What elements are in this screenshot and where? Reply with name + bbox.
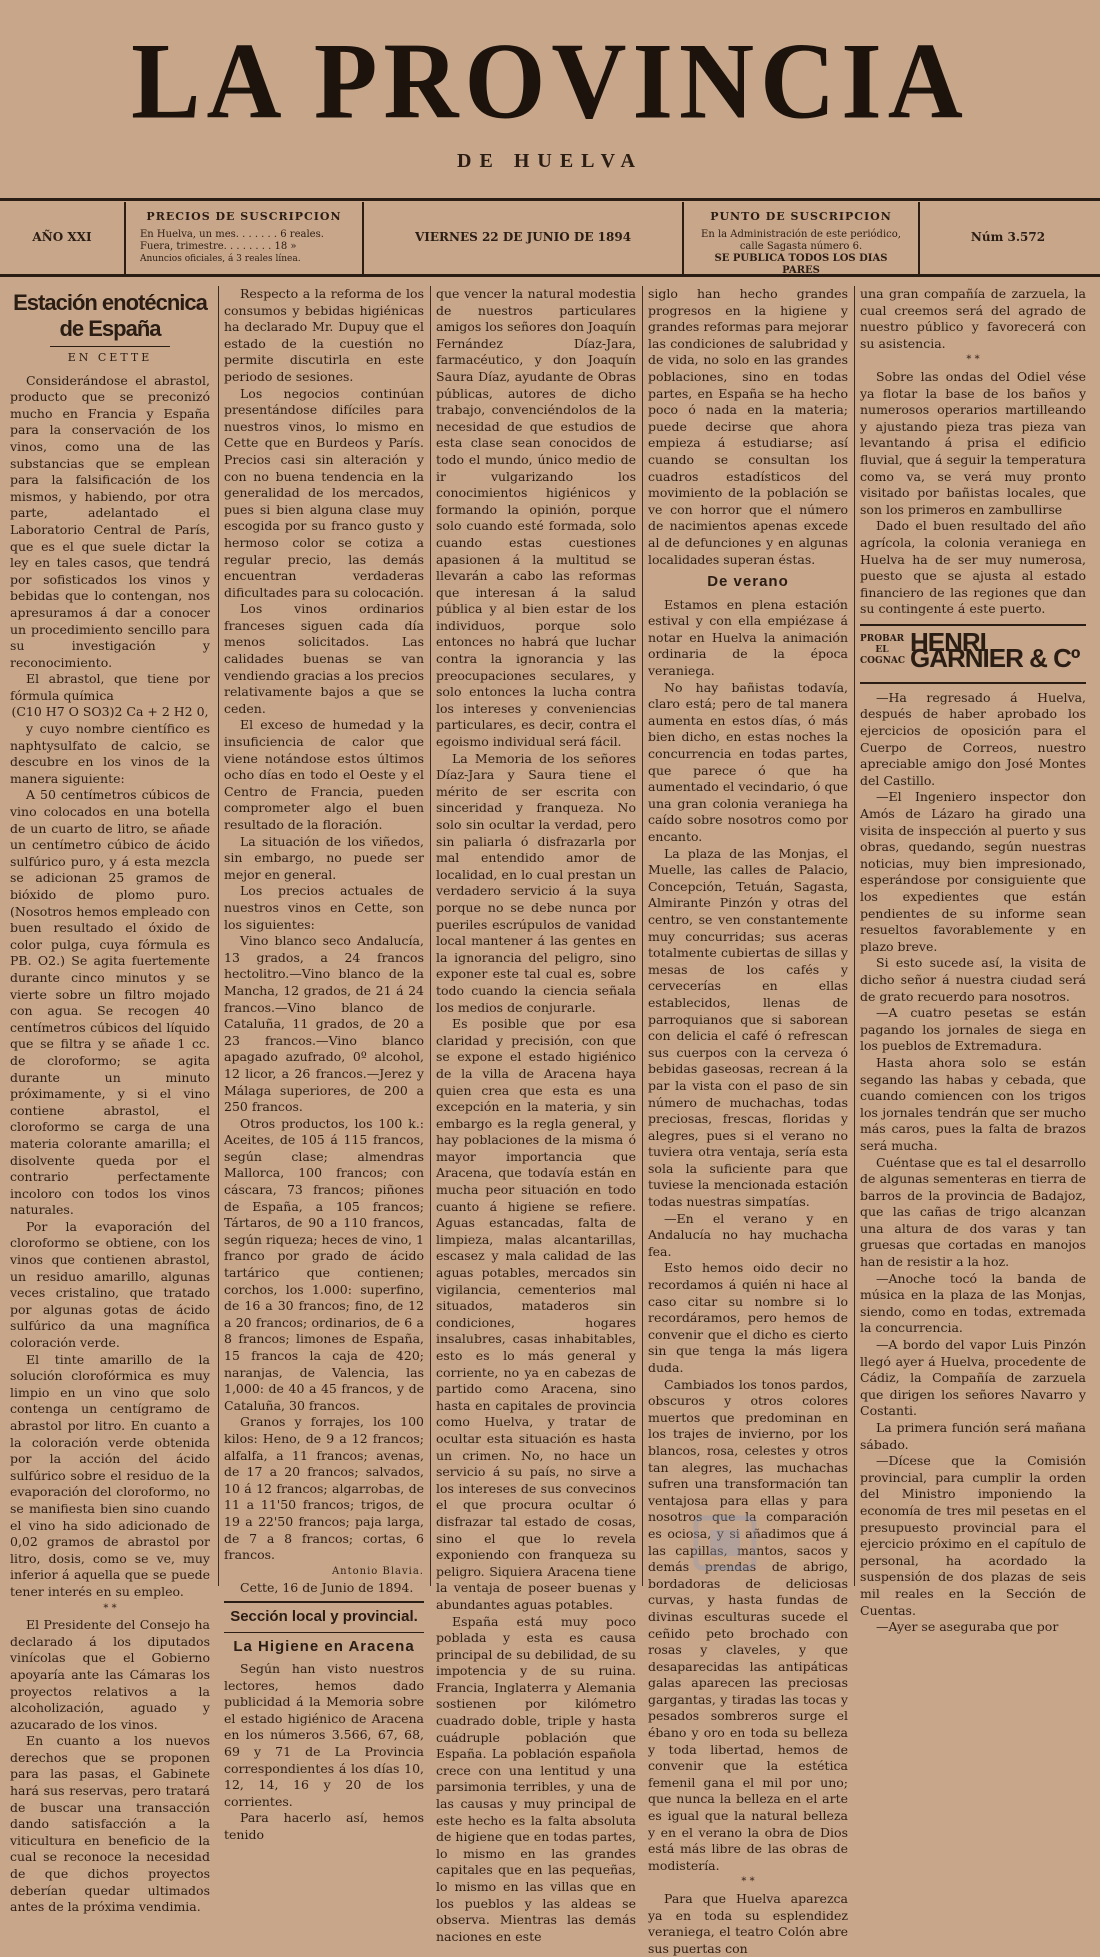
- prices-cell: [126, 202, 364, 274]
- column-3: [436, 286, 636, 1944]
- info-bar: [0, 202, 1100, 276]
- article-subhead: EN CETTE: [50, 346, 170, 367]
- top-rule: [0, 198, 1100, 201]
- paragraph: Granos y forrajes, los 100 kilos: Heno, de 9 a 12 francos; alfalfa, a 11 francos; avenas, de 17 a 20 francos; salvados, 10 á 12 francos; algarrobas, de 11 a 11'50 francos; trigos, de 19 a 22'50 francos; paja larga, de 7 a 8 francos; cortas, 6 francos.: [224, 1414, 424, 1563]
- paragraph: Cambiados los tonos pardos, obscuros y otros colores muertos que predominan en los trajes de invierno, por los blancos, rosa, celestes y otros tan alegres, las muchachas sufren una transformación tan ventajosa para ellas y para nosotros que la comparación es ociosa, y si añadimos que á las capillas, mantos, sacos y demás prendas de abrigo, bordadoras de deliciosas curvas, y hasta fundas de divinas esculturas sucede el ceñido peto brochado con rosas y claveles, y que desaparecidas las antipáticas galas aparecen las preciosas gargantas, y tiradas las tocas y pesados sombreros surge el ébano y oro en toda su belleza y toda libertad, hemos de convenir que la estética femenil gana el mil por uno; que nunca la belleza en el arte es igual que la natural belleza y en el verano la obra de Dios está más libre de las obras de modistería.: [648, 1376, 848, 1873]
- separator-stars: * *: [966, 354, 980, 366]
- paragraph: —En el verano y en Andalucía no hay muchacha fea.: [648, 1210, 848, 1259]
- paragraph: —A cuatro pesetas se están pagando los jornales de siega en los pueblos de Extremadura.: [860, 1005, 1086, 1054]
- paragraph: Estamos en plena estación estival y con ella empiézase á notar en Huelva la animación ordinaria de la época veraniega.: [648, 596, 848, 679]
- publication-note: SE PUBLICA TODOS LOS DIAS PARES: [714, 253, 888, 276]
- paragraph: Según han visto nuestros lectores, hemos dado publicidad á la Memoria sobre el estado higiénico de Aracena en los números 3.566, 67, 68, 69 y 71 de La Provincia correspondientes á los días 10, 12, 14, 16 y 20 de los corrientes.: [224, 1661, 424, 1809]
- paragraph: Si esto sucede así, la visita de dicho señor á nuestra ciudad será de grato recuerdo para nosotros.: [860, 955, 1086, 1004]
- subscription-header: PUNTO DE SUSCRIPCION: [710, 210, 892, 223]
- paragraph: El exceso de humedad y la insuficiencia de calor que viene notándose estos últimos ocho días en todo el Oeste y el Centro de Francia, pueden comprometer algo el buen resultado de la floración.: [224, 717, 424, 832]
- paragraph: En cuanto a los nuevos derechos que se proponen para las pasas, el Gabinete hará sus reservas, pero tratará de buscar una transacción dando satisfacción a la viticultura en beneficio de la cual se reconoce la necesidad de que dichos proyectos deberían quedar ultimados antes de la próxima vendimia.: [10, 1733, 210, 1915]
- paragraph: El tinte amarillo de la solución clorofórmica es muy limpio en un vino que solo contenga un centígramo de abrastol por litro. En cuanto a la coloración verde obtenida por la acción del ácido sulfúrico sobre el residuo de la evaporación del cloroformo, no se manifiesta bien sino cuando el vino ha sido adicionado de 0,02 gramos de abrastol por litro, dosis, como se ve, muy inferior á aquella que se puede tener interés en su empleo.: [10, 1351, 210, 1599]
- column-divider: [218, 286, 219, 1586]
- prices-line: Fuera, trimestre. . . . . . . . 18 »: [140, 241, 297, 252]
- prices-line: Anuncios oficiales, á 3 reales línea.: [140, 254, 301, 264]
- separator-stars: * *: [741, 1876, 755, 1888]
- prices-header: PRECIOS DE SUSCRIPCION: [146, 210, 342, 223]
- paragraph: El abrastol, que tiene por fórmula química: [10, 671, 210, 703]
- section-title: Sección local y provincial.: [230, 1607, 418, 1625]
- paragraph: una gran compañía de zarzuela, la cual creemos será del agrado de nuestro público y favorecerá con su asistencia.: [860, 286, 1086, 351]
- newspaper-subtitle: DE HUELVA: [457, 150, 643, 172]
- issue-number: Núm 3.572: [970, 230, 1046, 244]
- paragraph: —Ha regresado á Huelva, después de haber aprobado los ejercicios de oposición para el Cuerpo de Correos, nuestro apreciable amigo don José Montes del Castillo.: [860, 689, 1086, 788]
- column-5: [860, 286, 1086, 1635]
- paragraph: No hay bañistas todavía, claro está; pero de tal manera aumenta en estos días, ó más bien dicho, en estas noches la concurrencia en todas partes, que parece ó que ha aumentado el vecindario, ó que una gran colonia veraniega ha caído sobre nosotros como por encanto.: [648, 679, 848, 844]
- ad-tagline: PROBAR EL COGNAC: [860, 633, 906, 666]
- cognac-advertisement: [860, 624, 1086, 684]
- paragraph: Esto hemos oido decir no recordamos á quién ni hace al caso citar su nombre si lo recordáramos, pero hemos de convenir que el dicho es cierto sin que tenga la más ligera duda.: [648, 1260, 848, 1375]
- paragraph: Dado el buen resultado del año agrícola, la colonia veraniega en Huelva ha de ser muy numerosa, puesto que se ajusta al estado financiero de las regiones que dan su contingente á este puerto.: [860, 518, 1086, 617]
- separator-stars: * *: [103, 1602, 117, 1614]
- paragraph: —El Ingeniero inspector don Amós de Lázaro ha girado una visita de inspección al puerto y sus obras, quedando, según nuestras noticias, muy bien impresionado, esperándose por consiguiente que los expedientes que están pendientes de su informe sean resueltos favorablemente y en plazo breve.: [860, 789, 1086, 954]
- paragraph: siglo han hecho grandes progresos en la higiene y grandes reformas para mejorar las condiciones de salubridad y de vida, no solo en las grandes poblaciones, sino en todas partes, en España se ha hecho poco ó nada en la materia; puede decirse que ahora empieza á estudiarse; así cuando se consultan los cuadros estadísticos del movimiento de la población se ve con horror que el número de nacimientos apenas excede al de defunciones y en algunas localidades superan éstas.: [648, 286, 848, 567]
- dateline: Cette, 16 de Junio de 1894.: [240, 1580, 414, 1596]
- paragraph: —Dícese que la Comisión provincial, para cumplir la orden del Ministro imponiendo la economía de tres mil pesetas en el presupuesto provincial para el ejercicio próximo en el capítulo de personal, ha acordado la suspensión de dos plazas de seis mil reales en la Sección de Cuentas.: [860, 1453, 1086, 1618]
- article-headline: De verano: [707, 573, 789, 591]
- paragraph: Es posible que por esa claridad y precisión, con que se expone el estado higiénico de la villa de Aracena haya quien crea que esta es una excepción en la materia, y sin embargo es la regla general, y hay poblaciones de la misma ó mayor importancia que Aracena, que todavía están en mucha peor situación en todo cuanto á higiene se refiere. Aguas estancadas, falta de limpieza, malas alcantarillas, escasez y mala calidad de las aguas potables, mercados sin vigilancia, cementerios mal situados, mataderos sin condiciones, hogares insalubres, casas inhabitables, esto es lo más general y corriente, no ya en cabezas de partido como Aracena, sino hasta en capitales de provincia como Huelva, y tratar de ocultar esta situación es hasta un crimen. No, no hace un servicio á su país, no sirve a los intereses de sus convecinos el que procura ocultar ó disfrazar tal estado de cosas, sino el que lo revela exponiendo con franqueza su peligro. Siquiera Aracena tiene la ventaja de poseer buenas y abundantes aguas potables.: [436, 1016, 636, 1612]
- ad-brand-name: HENRI GARNIER & Cº: [910, 626, 1080, 674]
- column-1: [10, 286, 210, 1915]
- column-4: [648, 286, 848, 1956]
- paragraph: La plaza de las Monjas, el Muelle, las calles de Palacio, Concepción, Tetuán, Sagasta, Almirante Pinzón y otras del centro, se ven constantemente muy concurridas; sus aceras totalmente cubiertas de sillas y mesas de los cafés y cervecerías en ellas establecidos, llenas de parroquianos que si saborean con delicia el café ó refrescan sus cuerpos con la cerveza ó bebidas gaseosas, recrean á la par la vista con el paso de sin número de muchachas, todas preciosas, frescas, floridas y alegres, pues si el verano no tuviera otra ventaja, sería esta sola la suficiente para que tuviese la mencionada estación todas nuestras simpatías.: [648, 845, 848, 1210]
- paragraph: —A bordo del vapor Luis Pinzón llegó ayer á Huelva, procedente de Cádiz, la Compañía de zarzuela que dirigen los señores Navarro y Costanti.: [860, 1337, 1086, 1419]
- prices-line: En Huelva, un mes. . . . . . . 6 reales.: [140, 229, 324, 240]
- formula: (C10 H7 O SO3)2 Ca + 2 H2 0,: [11, 704, 209, 720]
- paragraph: La situación de los viñedos, sin embargo, no puede ser mejor en general.: [224, 833, 424, 882]
- paragraph: Sobre las ondas del Odiel vése ya flotar la base de los baños y numerosos operarios martilleando y ajustando pieza tras pieza van levantando á prisa el edificio fluvial, que á seguir la temperatura como va, se verá muy pronto visitado por bañistas locales, que son los primeros en zambullirse: [860, 368, 1086, 517]
- paragraph: A 50 centímetros cúbicos de vino colocados en una botella de un cuarto de litro, se añade un centímetro cúbico de ácido sulfúrico puro, y á esta mezcla se adicionan 25 gramos de bióxido de plomo puro. (Nosotros hemos empleado con buen resultado el óxido de color pulga, cuya fórmula es PB. O2.) Se agita fuertemente durante cinco minutos y se vierte sobre un filtro mojado con agua. Se recogen 40 centímetros cúbicos del líquido que se filtra y se añade 1 cc. de cloroformo; se agita durante un minuto próximamente, y si el vino contiene abrastol, el cloroformo se carga de una materia colorante amarilla; el disolvente queda por el contrario perfectamente incoloro con todos los vinos naturales.: [10, 787, 210, 1218]
- masthead: [0, 0, 1100, 205]
- author-signature: Antonio Blavia.: [331, 1565, 424, 1577]
- paragraph: La Memoria de los señores Díaz-Jara y Saura tiene el mérito de ser escrita con sinceridad y franqueza. No solo sin ocultar la verdad, pero sin paliarla ó disfrazarla por mal entendido amor de localidad, en lo cual prestan un verdadero servicio á la suya porque no se debe nunca por pueriles escrúpulos de vanidad local mantener á las gentes en la ignorancia del peligro, sino exponer este tal cual es, sobre todo cuando la ciencia señala los medios de conjurarle.: [436, 750, 636, 1015]
- subscription-line: En la Administración de este periódico,: [701, 229, 901, 240]
- paragraph: que vencer la natural modestia de nuestros particulares amigos los señores don Joaquín Fernández Díaz-Jara, farmacéutico, y don Joaquín Saura Díaz, ayudante de Obras públicas, autores de dicho trabajo, convenciéndolos de la necesidad de que estudios de esta clase sean conocidos de todo el mundo, único medio de ir vulgarizando los conocimientos higiénicos y formando la opinión, porque solo cuando esté formada, solo cuando estas cuestiones apasionen á la multitud se llevarán a cabo las reformas que interesan á la salud pública y al bien estar de los individuos, porque solo entonces no habrá que luchar contra la ignorancia y las preocupaciones seculares, y solo entonces la lucha contra los intereses y conveniencias particulares, es decir, contra el egoismo individual será fácil.: [436, 286, 636, 750]
- paragraph: —Anoche tocó la banda de música en la plaza de las Monjas, siendo, como en todas, extremada la concurrencia.: [860, 1270, 1086, 1336]
- paragraph: Respecto a la reforma de los consumos y bebidas higiénicas ha declarado Mr. Dupuy que el estado de la cuestión no permite discutirla en este periodo de sesiones.: [224, 286, 424, 384]
- paragraph: y cuyo nombre científico es naphtysulfato de calcio, se descubre en los vinos de la manera siguiente:: [10, 721, 210, 786]
- paragraph: Otros productos, los 100 k.: Aceites, de 105 á 115 francos, según clase; almendras Mallorca, 100 francos; con cáscara, 73 francos; piñones de España, a 105 francos; Tártaros, de 90 a 110 francos, según riqueza; heces de vino, 1 franco por grado de ácido tartárico que contienen; corchos, los 1.000: superfino, de 16 a 30 francos; fino, de 12 a 20 francos; ordinarios, de 6 a 8 francos; limones de España, 15 francos la caja de 420; naranjas, de Valencia, las 1,000: de 40 a 45 francos, y de Cataluña, 30 francos.: [224, 1115, 424, 1413]
- column-divider: [430, 286, 431, 1586]
- paragraph: Para hacerlo así, hemos tenido: [224, 1810, 424, 1843]
- article-columns: [8, 286, 1092, 1956]
- paragraph: Los negocios continúan presentándose difíciles para nuestros vinos, lo mismo en Cette que en Burdeos y París. Precios casi sin alteración y con no buena tendencia en la generalidad de los mercados, pues si bien alguna clase muy escogida por su franco gusto y hermoso color se cotiza a regular precio, las demás encuentran verdaderas dificultades para su colocación.: [224, 385, 424, 600]
- subscription-line: calle Sagasta número 6.: [739, 241, 863, 252]
- paragraph: Considerándose el abrastol, producto que se preconizó mucho en Francia y España para la conservación de los vinos, como una de las substancias que se emplean para la falsificación de los mismos, y habiendo, por otra parte, adelantado el Laboratorio Central de París, que es el que suele dictar la ley en tales casos, que tendrá por sofisticados los vinos y bebidas que lo contengan, nos apresuramos á dar a conocer un procedimiento sencillo para su investigación y reconocimiento.: [10, 372, 210, 670]
- issue-date: VIERNES 22 DE JUNIO DE 1894: [414, 230, 632, 244]
- paragraph: Por la evaporación del cloroformo se obtiene, con los vinos que contienen abrastol, un residuo amarillo, algunas veces cristalino, que tratado por algunas gotas de ácido sulfúrico da una magnífica coloración verde.: [10, 1218, 210, 1351]
- section-rule: [224, 1601, 424, 1603]
- year-label: AÑO XXI: [32, 230, 92, 244]
- archive-logo-icon: [690, 1510, 760, 1574]
- newspaper-title: LA PROVINCIA: [131, 21, 969, 142]
- info-bottom-rule: [0, 274, 1100, 277]
- paragraph: Hasta ahora solo se están segando las habas y cebada, que cuando comiencen con los trigos los jornales tendrán que ser mucho más caros, pues la falta de brazos será mucha.: [860, 1054, 1086, 1153]
- paragraph: Para que Huelva aparezca ya en toda su esplendidez veraniega, el teatro Colón abre sus puertas con: [648, 1891, 848, 1956]
- column-divider: [854, 286, 855, 1586]
- article-headline: Estación enotécnica de España: [13, 290, 207, 341]
- paragraph: Los precios actuales de nuestros vinos en Cette, son los siguientes:: [224, 883, 424, 932]
- number-cell: [920, 202, 1096, 274]
- paragraph: La primera función será mañana sábado.: [860, 1420, 1086, 1452]
- year-cell: [0, 202, 126, 274]
- paragraph: El Presidente del Consejo ha declarado á los diputados vinícolas que el Gobierno apoyaría ante las Cámaras los proyectos relativos a la alcoholización, aguado y azucarado de los vinos.: [10, 1617, 210, 1732]
- archive-watermark-logo: [690, 1510, 1010, 1580]
- paragraph: Los vinos ordinarios franceses siguen cada día menos solicitados. Las calidades buenas se van vendiendo gracias a los precios relativamente bajos a que se ceden.: [224, 601, 424, 716]
- date-cell: [364, 202, 684, 274]
- article-headline: La Higiene en Aracena: [233, 1637, 415, 1655]
- section-rule: [224, 1632, 424, 1633]
- subscription-point-cell: [684, 202, 920, 274]
- column-2: [224, 286, 424, 1843]
- paragraph: —Ayer se aseguraba que por: [876, 1619, 1059, 1635]
- paragraph: Vino blanco seco Andalucía, 13 grados, a 24 francos hectolitro.—Vino blanco de la Mancha, 12 grados, de 21 á 24 francos.—Vino blanco de Cataluña, 11 grados, de 20 a 23 francos.—Vino blanco apagado azufrado, 0º alcohol, 12 licor, a 26 francos.—Jerez y Málaga superiores, de 200 a 250 francos.: [224, 933, 424, 1115]
- paragraph: Cuéntase que es tal el desarrollo de algunas sementeras en tierra de barros de la provincia de Badajoz, que las cañas de trigo alcanzan una altura de dos varas y tan gruesas que cortadas en manojos han de resistir a la hoz.: [860, 1154, 1086, 1270]
- column-divider: [642, 286, 643, 1586]
- paragraph: España está muy poco poblada y esta es causa principal de su debilidad, de su impotencia y de su ruina. Francia, Inglaterra y Alemania sostienen por kilómetro cuadrado doble, triple y hasta cuádruple población que España. La población española crece con una lentitud y una parsimonia terribles, y una de las causas y muy principal de este hecho es la falta absoluta de higiene que en todas partes, lo mismo en las grandes capitales que en las pequeñas, lo mismo en las villas que en los pueblos y las aldeas se observa. Mientras las demás naciones en este: [436, 1613, 636, 1944]
